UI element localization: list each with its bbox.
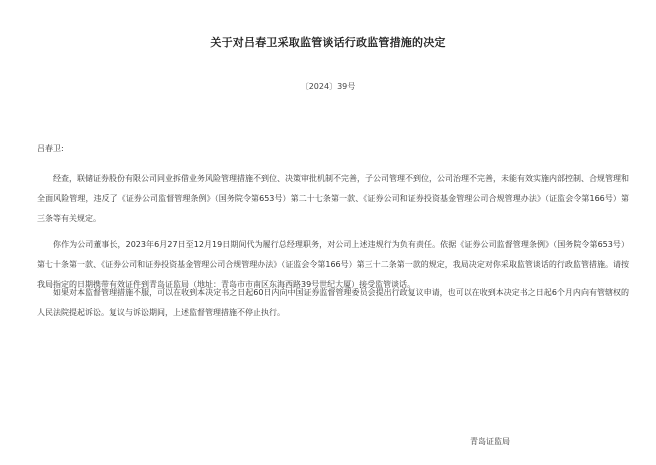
paragraph-findings: 经查，联储证券股份有限公司同业拆借业务风险管理措施不到位、决策审批机制不完善，子公司管理不到位，公司治理不完善，未能有效实施内部控制、合规管理和全面风险管理，违反了《证券公司监督管理条例》（国务院令第653号）第二十七条第一款、《证券公司和证券投资基金管理公司合规管理办法》（证监会令第166号）第三条等有关规定。 [37,174,629,223]
paragraph-appeal: 如果对本监督管理措施不服，可以在收到本决定书之日起60日内向中国证券监督管理委员会提出行政复议申请，也可以在收到本决定书之日起6个月内向有管辖权的人民法院提起诉讼。复议与诉讼期间，上述监督管理措施不停止执行。 [37,288,629,317]
addressee: 吕春卫: [37,144,64,153]
document-title: 关于对吕春卫采取监管谈话行政监管措施的决定 [210,36,446,49]
document-number: 〔2024〕39号 [300,82,356,91]
paragraph-decision: 你作为公司董事长，2023年6月27日至12月19日期间代为履行总经理职务，对公司上述违规行为负有责任。依据《证券公司监督管理条例》（国务院令第653号）第七十条第一款、《证券公司和证券投资基金管理公司合规管理办法》（证监会令第166号）第三十二条第一款的规定，我局决定对你采取监管谈话的行政监管措施。请按我局指定的日期携带有效证件到青岛证监局（地址：青岛市市南区东海西路39号世纪大厦）接受监管谈话。 [37,240,629,289]
issuer-signature: 青岛证监局 [470,437,510,446]
